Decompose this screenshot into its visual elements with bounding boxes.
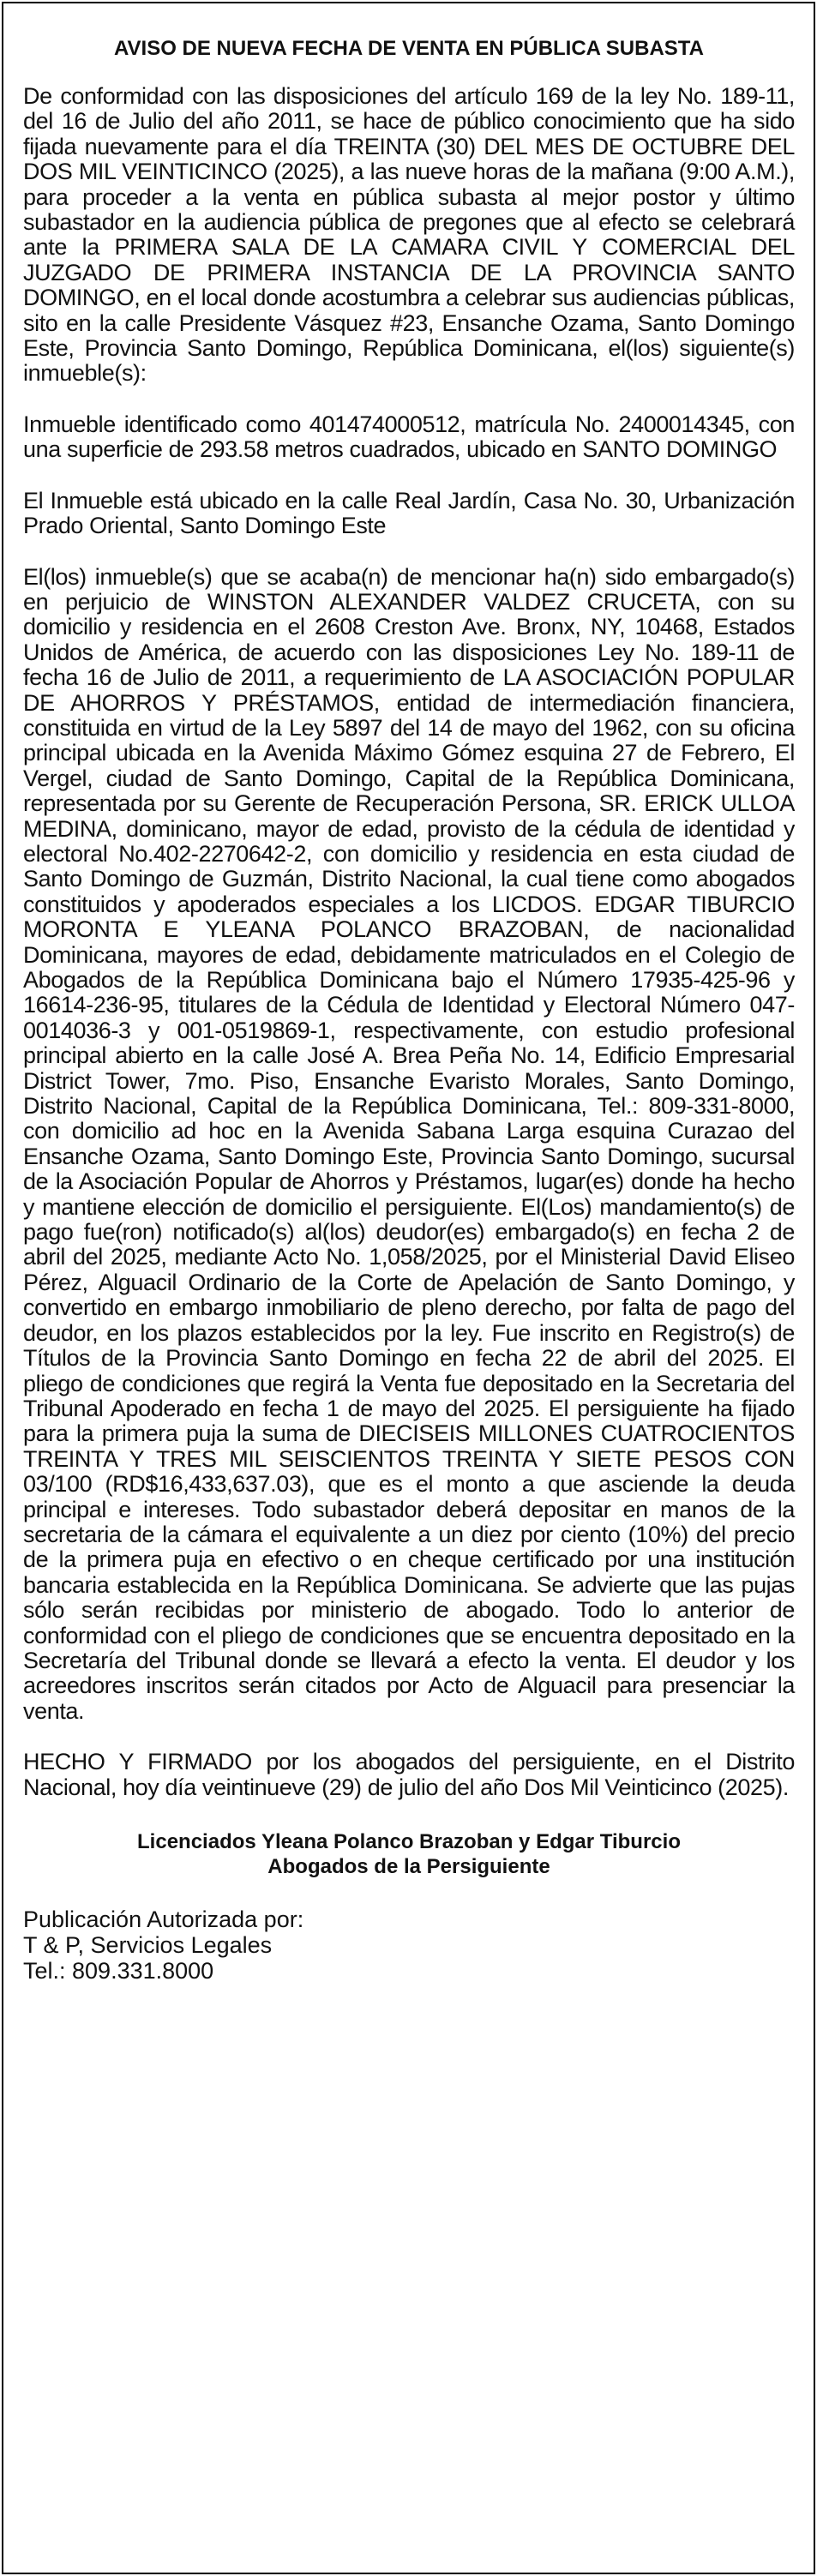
publisher-phone: Tel.: 809.331.8000 <box>23 1958 214 1984</box>
publication-footer <box>23 1906 795 1984</box>
attorney-names: Licenciados Yleana Polanco Brazoban y Edgar Tiburcio <box>137 1830 681 1853</box>
publisher-name: T & P, Servicios Legales <box>23 1932 273 1958</box>
notice-body <box>23 36 795 1984</box>
property-identification-paragraph: Inmueble identificado como 401474000512, matrícula No. 2400014345, con una superficie de 293.58 metros cuadrados, ubicado en SANTO DOMINGO <box>23 411 795 463</box>
signed-date-paragraph: HECHO Y FIRMADO por los abogados del persiguiente, en el Distrito Nacional, hoy día veintinueve (29) de julio del año Dos Mil Veinticinco (2025). <box>23 1749 795 1800</box>
publication-authorized-label: Publicación Autorizada por: <box>23 1906 304 1932</box>
auction-date-paragraph: De conformidad con las disposiciones del artículo 169 de la ley No. 189-11, del 16 de Julio del año 2011, se hace de público conocimiento que ha sido fijada nuevamente para el día TREINTA (30) DEL MES DE OCTUBRE DEL DOS MIL VEINTICINCO (2025), a las nueve horas de la mañana (9:00 A.M.), para proceder a la venta en pública subasta al mejor postor y último subastador en la audiencia pública de pregones que al efecto se celebrará ante la PRIMERA SALA DE LA CAMARA CIVIL Y COMERCIAL DEL JUZGADO DE PRIMERA INSTANCIA DE LA PROVINCIA SANTO DOMINGO, en el local donde acostumbra a celebrar sus audiencias públicas, sito en la calle Presidente Vásquez #23, Ensanche Ozama, Santo Domingo Este, Provincia Santo Domingo, República Dominicana, el(los) siguiente(s) inmueble(s): <box>23 83 795 387</box>
seizure-details-paragraph: El(los) inmueble(s) que se acaba(n) de mencionar ha(n) sido embargado(s) en perjuicio de WINSTON ALEXANDER VALDEZ CRUCETA, con su domicilio y residencia en el 2608 Creston Ave. Bronx, NY, 10468, Estados Unidos de América, de acuerdo con las disposiciones Ley No. 189-11 de fecha 16 de Julio de 2011, a requerimiento de LA ASOCIACIÓN POPULAR DE AHORROS Y PRÉSTAMOS, entidad de intermediación financiera, constituida en virtud de la Ley 5897 del 14 de mayo del 1962, con su oficina principal ubicada en la Avenida Máximo Gómez esquina 27 de Febrero, El Vergel, ciudad de Santo Domingo, Capital de la República Dominicana, representada por su Gerente de Recuperación Persona, SR. ERICK ULLOA MEDINA, dominicano, mayor de edad, provisto de la cédula de identidad y electoral No.402-2270642-2, con domicilio y residencia en esta ciudad de Santo Domingo de Guzmán, Distrito Nacional, la cual tiene como abogados constituidos y apoderados especiales a los LICDOS. EDGAR TIBURCIO MORONTA E YLEANA POLANCO BRAZOBAN, de nacionalidad Dominicana, mayores de edad, debidamente matriculados en el Colegio de Abogados de la República Dominicana bajo el Número 17935-425-96 y 16614-236-95, titulares de la Cédula de Identidad y Electoral Número 047-0014036-3 y 001-0519869-1, respectivamente, con estudio profesional principal abierto en la calle José A. Brea Peña No. 14, Edificio Empresarial District Tower, 7mo. Piso, Ensanche Evaristo Morales, Santo Domingo, Distrito Nacional, Capital de la República Dominicana, Tel.: 809-331-8000, con domicilio ad hoc en la Avenida Sabana Larga esquina Curazao del Ensanche Ozama, Santo Domingo Este, Provincia Santo Domingo, sucursal de la Asociación Popular de Ahorros y Préstamos, lugar(es) donde ha hecho y mantiene elección de domicilio el persiguiente. El(Los) mandamiento(s) de pago fue(ron) notificado(s) al(los) deudor(es) embargado(s) en fecha 2 de abril del 2025, mediante Acto No. 1,058/2025, por el Ministerial David Eliseo Pérez, Alguacil Ordinario de la Corte de Apelación de Santo Domingo, y convertido en embargo inmobiliario de pleno derecho, por falta de pago del deudor, en los plazos establecidos por la ley. Fue inscrito en Registro(s) de Títulos de la Provincia Santo Domingo en fecha 22 de abril del 2025. El pliego de condiciones que regirá la Venta fue depositado en la Secretaria del Tribunal Apoderado en fecha 1 de mayo del 2025. El persiguiente ha fijado para la primera puja la suma de DIECISEIS MILLONES CUATROCIENTOS TREINTA Y TRES MIL SEISCIENTOS TREINTA Y SIETE PESOS CON 03/100 (RD$16,433,637.03), que es el monto a que asciende la deuda principal e intereses. Todo subastador deberá depositar en manos de la secretaria de la cámara el equivalente a un diez por ciento (10%) del precio de la primera puja en efectivo o en cheque certificado por una institución bancaria establecida en la República Dominicana. Se advierte que las pujas sólo serán recibidas por ministerio de abogado. Todo lo anterior de conformidad con el pliego de condiciones que se encuentra depositado en la Secretaría del Tribunal donde se llevará a efecto la venta. El deudor y los acreedores inscritos serán citados por Acto de Alguacil para presenciar la venta. <box>23 563 795 1724</box>
notice-title: AVISO DE NUEVA FECHA DE VENTA EN PÚBLICA SUBASTA <box>113 37 705 60</box>
attorney-role: Abogados de la Persiguiente <box>267 1855 550 1878</box>
property-location-paragraph: El Inmueble está ubicado en la calle Real Jardín, Casa No. 30, Urbanización Prado Oriental, Santo Domingo Este <box>23 487 795 539</box>
attorneys-signature <box>23 1829 795 1879</box>
